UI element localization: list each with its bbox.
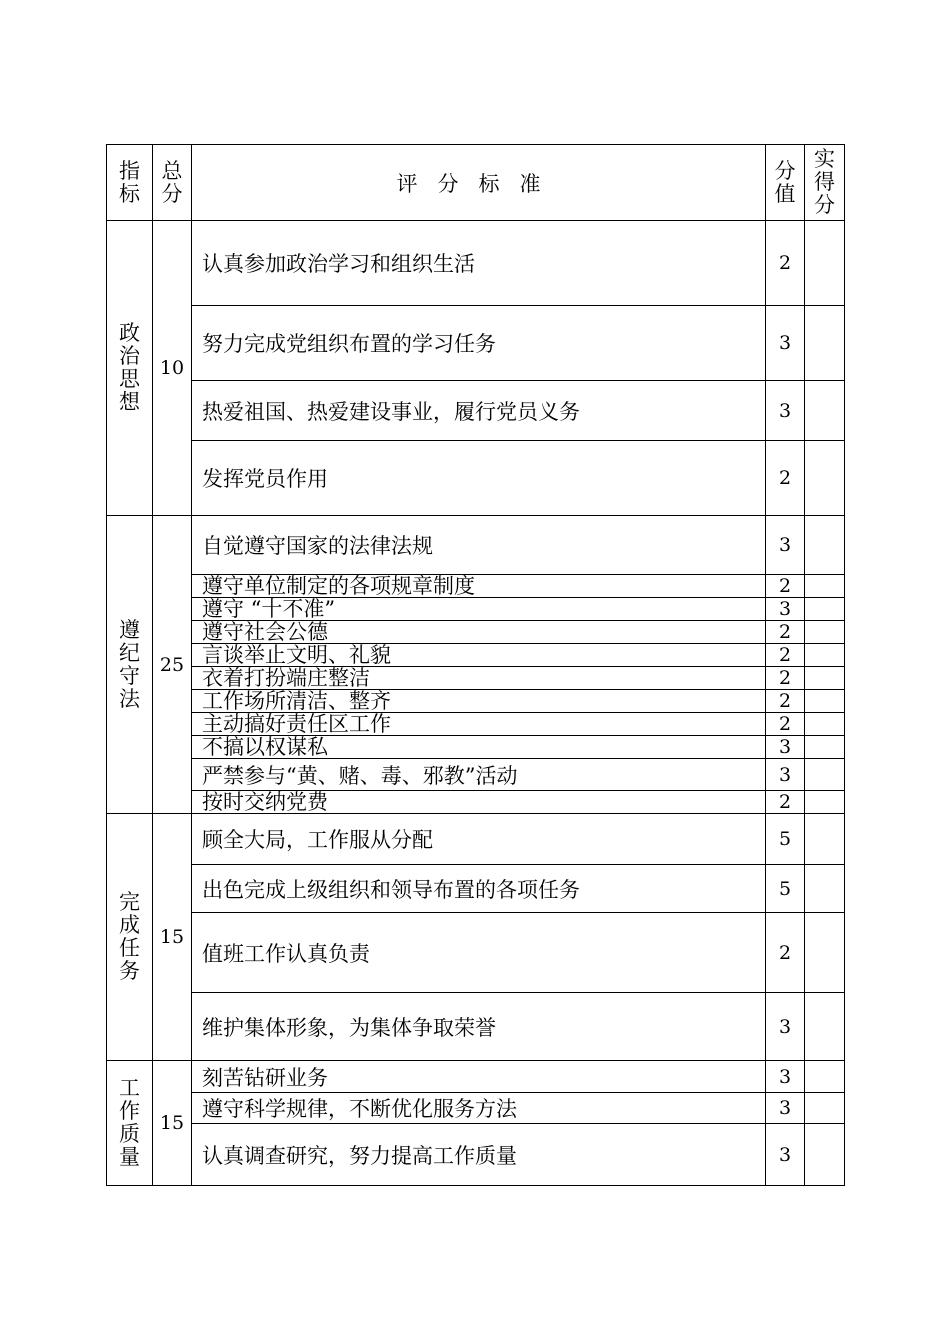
criterion-points: 3 — [766, 993, 805, 1061]
actual-score-cell[interactable] — [805, 575, 845, 598]
criterion-points: 2 — [766, 575, 805, 598]
table-row — [107, 516, 845, 575]
actual-score-cell[interactable] — [805, 598, 845, 621]
actual-score-cell[interactable] — [805, 759, 845, 791]
criterion-points: 2 — [766, 644, 805, 667]
criterion-text: 遵守单位制定的各项规章制度 — [192, 575, 766, 598]
actual-score-cell[interactable] — [805, 381, 845, 441]
table-row — [107, 381, 845, 441]
actual-score-cell[interactable] — [805, 913, 845, 993]
criterion-text: 刻苦钻研业务 — [192, 1061, 766, 1093]
criterion-text: 言谈举止文明、礼貌 — [192, 644, 766, 667]
criterion-text: 遵守社会公德 — [192, 621, 766, 644]
actual-score-cell[interactable] — [805, 814, 845, 865]
header-actual: 实得分 — [805, 145, 845, 221]
criterion-text: 认真调查研究，努力提高工作质量 — [192, 1124, 766, 1186]
criterion-points: 2 — [766, 713, 805, 736]
actual-score-cell[interactable] — [805, 1124, 845, 1186]
actual-score-cell[interactable] — [805, 690, 845, 713]
table-row — [107, 993, 845, 1061]
actual-score-cell[interactable] — [805, 667, 845, 690]
criterion-text: 热爱祖国、热爱建设事业，履行党员义务 — [192, 381, 766, 441]
table-row — [107, 690, 845, 713]
section-name: 政治思想 — [107, 221, 153, 516]
actual-score-cell[interactable] — [805, 713, 845, 736]
criterion-text: 工作场所清洁、整齐 — [192, 690, 766, 713]
table-row — [107, 814, 845, 865]
table-row — [107, 441, 845, 516]
criterion-text: 出色完成上级组织和领导布置的各项任务 — [192, 865, 766, 913]
actual-score-cell[interactable] — [805, 644, 845, 667]
criterion-points: 2 — [766, 441, 805, 516]
table-row — [107, 306, 845, 381]
criterion-text: 遵守 “十不准” — [192, 598, 766, 621]
criterion-points: 2 — [766, 621, 805, 644]
table-row — [107, 913, 845, 993]
criterion-text: 值班工作认真负责 — [192, 913, 766, 993]
table-row — [107, 575, 845, 598]
criterion-points: 3 — [766, 306, 805, 381]
scoring-table — [106, 144, 845, 1186]
actual-score-cell[interactable] — [805, 221, 845, 306]
actual-score-cell[interactable] — [805, 441, 845, 516]
actual-score-cell[interactable] — [805, 306, 845, 381]
criterion-points: 3 — [766, 516, 805, 575]
actual-score-cell[interactable] — [805, 1093, 845, 1124]
table-row — [107, 791, 845, 814]
table-row — [107, 736, 845, 759]
criterion-points: 5 — [766, 865, 805, 913]
criterion-text: 不搞以权谋私 — [192, 736, 766, 759]
criterion-points: 3 — [766, 598, 805, 621]
criterion-text: 努力完成党组织布置的学习任务 — [192, 306, 766, 381]
criterion-text: 顾全大局，工作服从分配 — [192, 814, 766, 865]
section-name: 完成任务 — [107, 814, 153, 1061]
table-row — [107, 1124, 845, 1186]
table-row — [107, 713, 845, 736]
criterion-points: 2 — [766, 221, 805, 306]
actual-score-cell[interactable] — [805, 993, 845, 1061]
criterion-text: 严禁参与“黄、赌、毒、邪教”活动 — [192, 759, 766, 791]
criterion-points: 2 — [766, 667, 805, 690]
section-name: 工作质量 — [107, 1061, 153, 1186]
header-criteria: 评分标准 — [192, 145, 766, 221]
criterion-text: 维护集体形象，为集体争取荣誉 — [192, 993, 766, 1061]
table-row — [107, 759, 845, 791]
header-row — [107, 145, 845, 221]
header-indicator: 指标 — [107, 145, 153, 221]
actual-score-cell[interactable] — [805, 865, 845, 913]
criterion-points: 3 — [766, 1124, 805, 1186]
criterion-text: 认真参加政治学习和组织生活 — [192, 221, 766, 306]
actual-score-cell[interactable] — [805, 516, 845, 575]
criterion-points: 3 — [766, 1061, 805, 1093]
criterion-points: 3 — [766, 1093, 805, 1124]
criterion-points: 3 — [766, 759, 805, 791]
actual-score-cell[interactable] — [805, 736, 845, 759]
actual-score-cell[interactable] — [805, 791, 845, 814]
actual-score-cell[interactable] — [805, 1061, 845, 1093]
criterion-points: 2 — [766, 791, 805, 814]
table-row — [107, 1061, 845, 1093]
criterion-text: 自觉遵守国家的法律法规 — [192, 516, 766, 575]
table-row — [107, 644, 845, 667]
section-total: 15 — [153, 1061, 192, 1186]
criterion-text: 遵守科学规律，不断优化服务方法 — [192, 1093, 766, 1124]
criterion-text: 发挥党员作用 — [192, 441, 766, 516]
table-row — [107, 667, 845, 690]
criterion-points: 3 — [766, 736, 805, 759]
actual-score-cell[interactable] — [805, 621, 845, 644]
section-name: 遵纪守法 — [107, 516, 153, 814]
section-total: 15 — [153, 814, 192, 1061]
section-total: 10 — [153, 221, 192, 516]
table-row — [107, 221, 845, 306]
header-total: 总分 — [153, 145, 192, 221]
section-total: 25 — [153, 516, 192, 814]
table-row — [107, 598, 845, 621]
table-row — [107, 1093, 845, 1124]
scoring-table-wrapper — [106, 144, 844, 1186]
table-row — [107, 865, 845, 913]
criterion-points: 5 — [766, 814, 805, 865]
criterion-text: 衣着打扮端庄整洁 — [192, 667, 766, 690]
criterion-text: 主动搞好责任区工作 — [192, 713, 766, 736]
criterion-points: 3 — [766, 381, 805, 441]
header-score: 分值 — [766, 145, 805, 221]
criterion-points: 2 — [766, 690, 805, 713]
criterion-text: 按时交纳党费 — [192, 791, 766, 814]
table-row — [107, 621, 845, 644]
criterion-points: 2 — [766, 913, 805, 993]
